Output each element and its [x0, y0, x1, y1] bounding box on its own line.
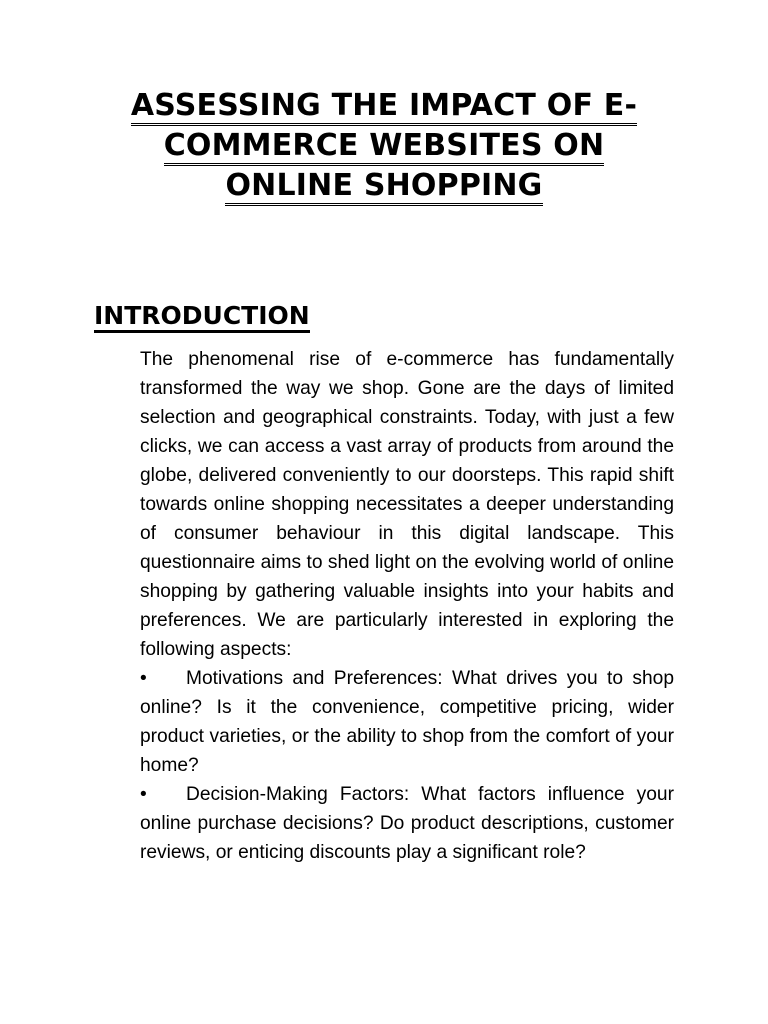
bullet-item-motivations: [140, 664, 674, 780]
bullet-marker: •: [140, 668, 147, 689]
intro-paragraph: The phenomenal rise of e-commerce has fundamentally transformed the way we shop. Gone are the days of limited selection and geographical constraints. Today, with just a few clicks, we can access a vast array of products from around the globe, delivered conveniently to our doorsteps. This rapid shift towards online shopping necessitates a deeper understanding of consumer behaviour in this digital landscape. This questionnaire aims to shed light on the evolving world of online shopping by gathering valuable insights into your habits and preferences. We are particularly interested in exploring the following aspects:: [140, 349, 674, 660]
bullet-text: Motivations and Preferences: What drives you to shop online? Is it the convenience, competitive pricing, wider product varieties, or the ability to shop from the comfort of your home?: [140, 668, 674, 776]
title-line-1: ASSESSING THE IMPACT OF E-: [131, 89, 637, 126]
bullet-item-decision-factors: [140, 780, 674, 867]
bullet-marker: •: [140, 784, 147, 805]
section-heading: [94, 300, 310, 333]
title-line-2: COMMERCE WEBSITES ON: [164, 129, 605, 166]
section-heading-text: INTRODUCTION: [94, 302, 310, 333]
bullet-text: Decision-Making Factors: What factors influence your online purchase decisions? Do product descriptions, customer reviews, or enticing discounts play a significant role?: [140, 784, 674, 863]
body-text: [140, 345, 674, 867]
title-line-3: ONLINE SHOPPING: [225, 169, 542, 206]
document-title: [60, 86, 708, 206]
